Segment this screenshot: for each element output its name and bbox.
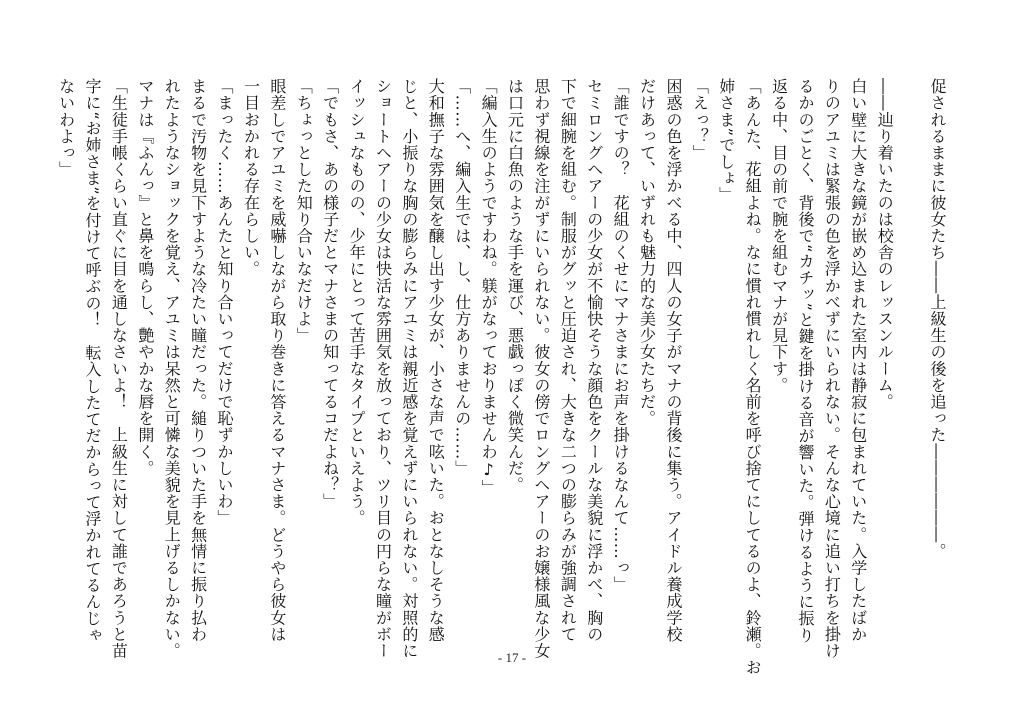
text-line: 促されるままに彼女たち――上級生の後を追った――――――。 <box>928 78 947 560</box>
text-line: 「でもさ、あの様子だとマナさまの知ってるコだよね？」 <box>320 78 340 510</box>
text-line: ないわよっ」 <box>56 78 76 178</box>
text-line: 姉さま”でしょ」 <box>716 78 736 203</box>
text-line: は口元に白魚のような手を運び、悪戯っぽく微笑んだ。 <box>505 78 525 493</box>
text-line: れたようなショックを覚え、アユミは呆然と可憐な美貌を見上げるしかない。 <box>162 78 182 659</box>
text-line: 「編入生のようですわね。躾がなっておりませんわ♪」 <box>479 78 499 496</box>
text-line: 大和撫子な雰囲気を醸し出す少女が、小さな声で呟いた。おとなしそうな感 <box>426 78 446 643</box>
text-line: 「生徒手帳くらい直ぐに目を通しなさいよ！ 上級生に対して誰であろうと苗 <box>109 78 129 659</box>
text-line: るかのごとく、背後で“カチッ”と鍵を掛ける音が響いた。弾けるように振り <box>795 78 815 644</box>
text-line: 「……へ、編入生では、し、仕方ありませんの……」 <box>452 78 472 477</box>
text-line: 「誰ですの？ 花組のくせにマナさまにお声を掛けるなんて……っ」 <box>611 78 631 593</box>
text-line: 思わず視線を注がずにいられない。彼女の傍でロングヘアーのお嬢様風な少女 <box>531 78 551 659</box>
text-line: じと、小振りな胸の膨らみにアユミは親近感を覚えずにいられない。対照的に <box>399 78 419 659</box>
text-line: まるで汚物を見下すような冷たい瞳だった。縋りついた手を無情に振り払わ <box>188 78 208 643</box>
text-line: 困惑の色を浮かべる中、四人の女子がマナの背後に集う。アイドル養成学校 <box>663 78 683 643</box>
text-line: マナは『ふんっ』と鼻を鳴らし、艶やかな唇を開く。 <box>135 78 155 477</box>
text-line: 一目おかれる存在らしい。 <box>241 78 261 278</box>
text-line: 「あんた、花組よね。なに慣れ慣れしく名前を呼び捨てにしてるのよ、鈴瀬。お <box>743 78 763 676</box>
text-line: イッシュなものの、少年にとって苦手なタイプといえよう。 <box>347 78 367 527</box>
text-line: だけあって、いずれも魅力的な美少女たちだ。 <box>637 78 657 427</box>
text-line: 白い壁に大きな鏡が嵌め込まれた室内は静寂に包まれていた。入学したばか <box>848 78 868 643</box>
text-line: セミロングヘアーの少女が不愉快そうな顔色をクールな美貌に浮かべ、胸の <box>584 78 604 643</box>
text-line: 下で細腕を組む。制服がグッと圧迫され、大きな二つの膨らみが強調されて <box>558 78 578 643</box>
text-line: ――辿り着いたのは校舎のレッスンルーム。 <box>875 78 895 410</box>
text-line: ショートヘアーの少女は快活な雰囲気を放っており、ツリ目の円らな瞳がボー <box>373 78 393 659</box>
page-number: - 17 - <box>497 650 527 665</box>
text-line: 眼差しでアユミを威嚇しながら取り巻きに答えるマナさま。どうやら彼女は <box>267 78 287 643</box>
text-line: 「えっ？」 <box>690 78 710 161</box>
text-line: りのアユミは緊張の色を浮かべずにいられない。そんな心境に追い打ちを掛け <box>822 78 842 659</box>
text-line: 「まったく……あんたと知り合いってだけで恥ずかしいわ」 <box>215 78 235 527</box>
text-line <box>897 78 923 638</box>
text-line: 字に“お姉さま”を付けて呼ぶの！ 転入したてだからって浮かれてるんじゃ <box>83 78 102 644</box>
text-line: 「ちょっとした知り合いなだけよ」 <box>294 78 314 344</box>
text-line: 返る中、目の前で腕を組むマナが見下す。 <box>769 78 789 394</box>
